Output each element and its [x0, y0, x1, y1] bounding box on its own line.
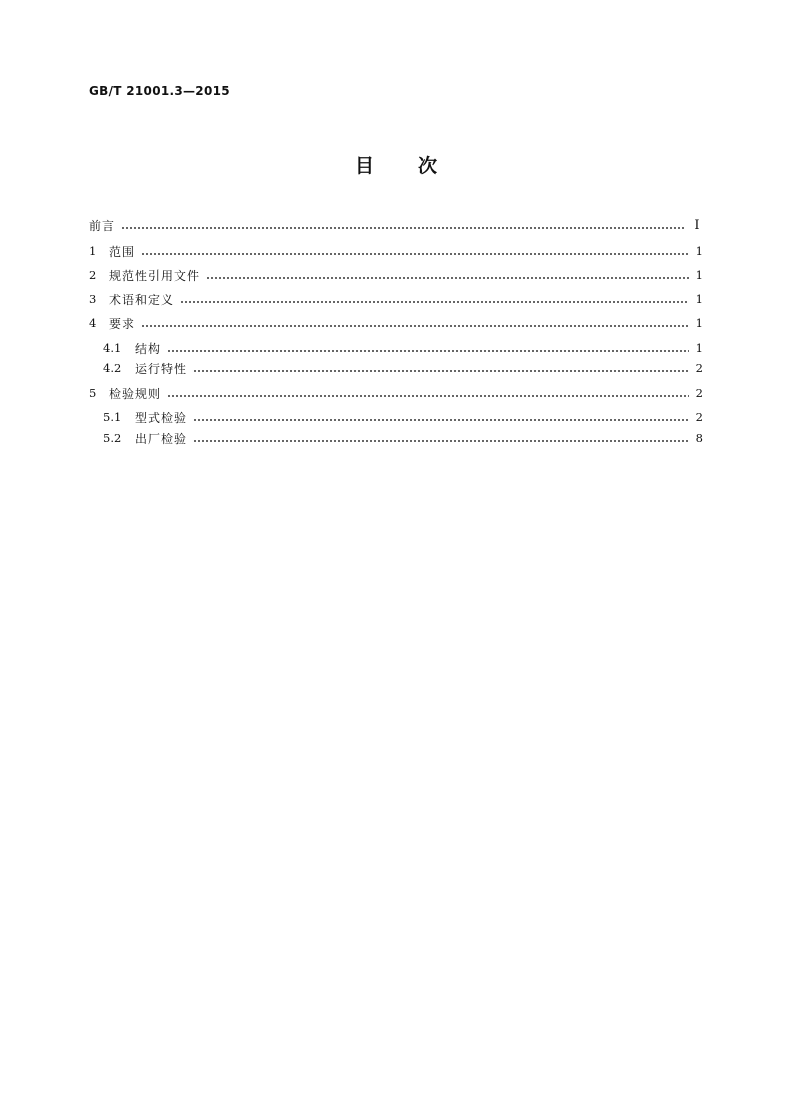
- toc-label: 出厂检验: [135, 431, 188, 446]
- toc-page-number: 1: [695, 244, 703, 258]
- toc-label: 结构: [135, 341, 162, 356]
- toc-number: 5: [89, 386, 97, 400]
- dot-leader: [141, 325, 689, 327]
- dot-leader: [206, 277, 689, 279]
- toc-label: 要求: [109, 316, 136, 331]
- toc-label: 检验规则: [109, 386, 162, 401]
- toc-page-number: 1: [695, 316, 703, 330]
- toc-entry-type-inspection[interactable]: [103, 408, 703, 426]
- toc-number: 3: [89, 292, 97, 306]
- toc-label: 型式检验: [135, 410, 188, 425]
- toc-page-number: 2: [695, 361, 703, 375]
- toc-entry-normative-references[interactable]: [89, 266, 703, 284]
- toc-label: 前言: [89, 218, 116, 233]
- dot-leader: [141, 253, 689, 255]
- dot-leader: [167, 395, 689, 397]
- toc-number: 4.1: [103, 341, 122, 355]
- toc-label: 运行特性: [135, 361, 188, 376]
- toc-label: 范围: [109, 244, 136, 259]
- toc-page-number: 1: [695, 268, 703, 282]
- toc-number: 4: [89, 316, 97, 330]
- toc-entry-terms-definitions[interactable]: [89, 290, 703, 308]
- dot-leader: [193, 440, 689, 442]
- toc-number: 5.2: [103, 431, 122, 445]
- toc-entry-inspection-rules[interactable]: [89, 384, 703, 402]
- toc-number: 2: [89, 268, 97, 282]
- toc-page-number: 1: [695, 341, 703, 355]
- dot-leader: [180, 301, 689, 303]
- toc-page-number: 2: [695, 410, 703, 424]
- toc-entry-requirements[interactable]: [89, 314, 703, 332]
- title-char-1: 目: [354, 155, 374, 177]
- toc-entry-structure[interactable]: [103, 339, 703, 357]
- dot-leader: [167, 350, 689, 352]
- toc-number: 1: [89, 244, 97, 258]
- toc-label: 术语和定义: [109, 292, 175, 307]
- toc-page-number: 2: [695, 386, 703, 400]
- title-char-2: 次: [418, 155, 438, 177]
- dot-leader: [193, 419, 689, 421]
- dot-leader: [193, 370, 689, 372]
- toc-page-number: Ⅰ: [694, 217, 700, 233]
- toc-entry-foreword[interactable]: [89, 216, 703, 234]
- toc-label: 规范性引用文件: [109, 268, 201, 283]
- toc-number: 4.2: [103, 361, 122, 375]
- page-title: [0, 151, 792, 178]
- toc-page-number: 1: [695, 292, 703, 306]
- toc-number: 5.1: [103, 410, 122, 424]
- toc-page-number: 8: [695, 431, 703, 445]
- toc-entry-operating-characteristics[interactable]: [103, 359, 703, 377]
- standard-code: GB/T 21001.3—2015: [89, 84, 230, 98]
- dot-leader: [121, 227, 685, 229]
- toc-entry-scope[interactable]: [89, 242, 703, 260]
- toc-entry-routine-inspection[interactable]: [103, 429, 703, 447]
